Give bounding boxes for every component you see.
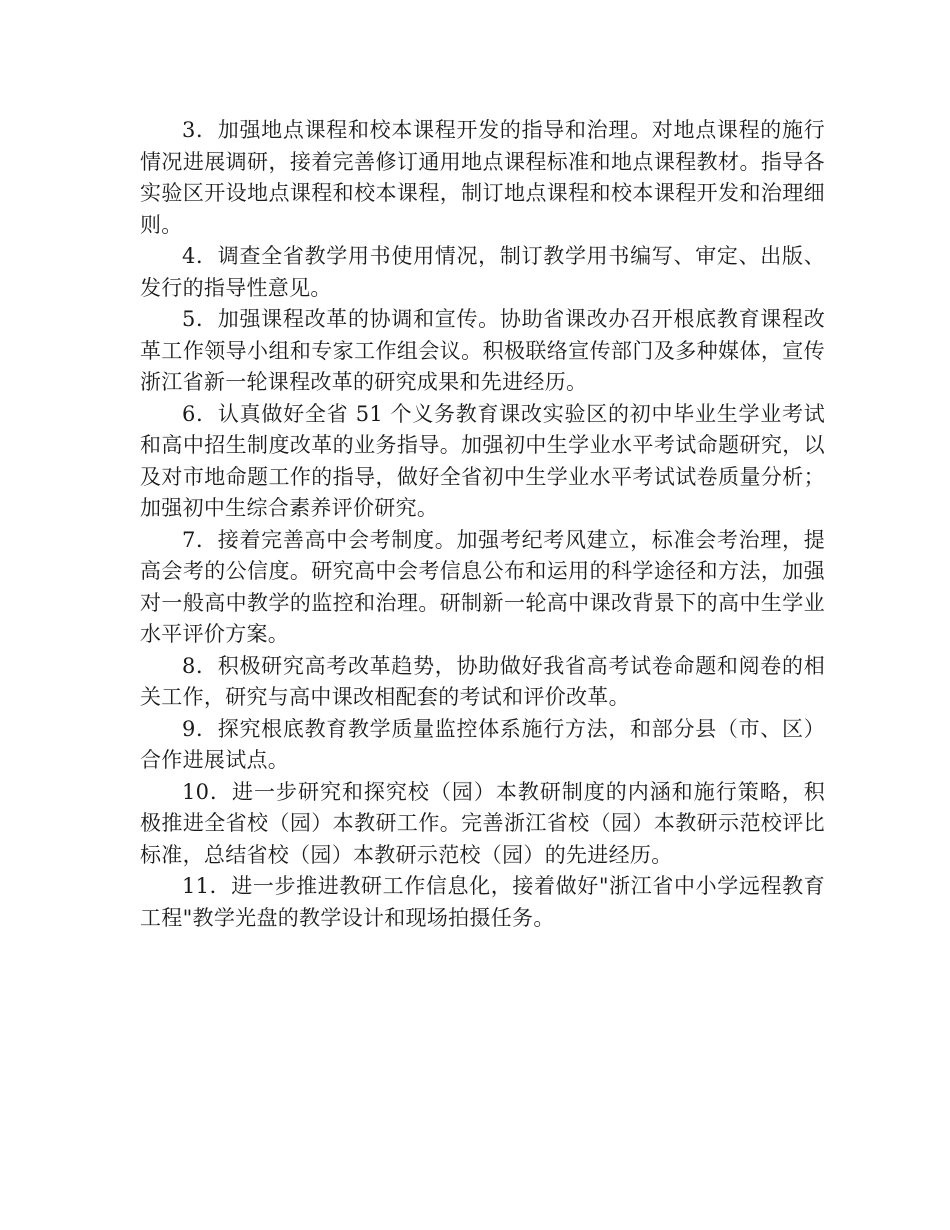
paragraph-6: 6．认真做好全省 51 个义务教育课改实验区的初中毕业生学业考试和高中招生制度改革的业务指导。加强初中生学业水平考试命题研究，以及对市地命题工作的指导，做好全省初中生学业水平考试试卷质量分析；加强初中生综合素养评价研究。 (140, 401, 825, 520)
paragraph-8: 8．积极研究高考改革趋势，协助做好我省高考试卷命题和阅卷的相关工作，研究与高中课改相配套的考试和评价改革。 (140, 653, 825, 709)
paragraph-7: 7．接着完善高中会考制度。加强考纪考风建立，标准会考治理，提高会考的公信度。研究高中会考信息公布和运用的科学途径和方法，加强对一般高中教学的监控和治理。研制新一轮高中课改背景下的高中生学业水平评价方案。 (140, 527, 825, 646)
paragraph-11: 11．进一步推进教研工作信息化，接着做好"浙江省中小学远程教育工程"教学光盘的教学设计和现场拍摄任务。 (140, 874, 825, 930)
paragraph-9: 9．探究根底教育教学质量监控体系施行方法，和部分县（市、区）合作进展试点。 (140, 716, 825, 772)
paragraph-10: 10．进一步研究和探究校（园）本教研制度的内涵和施行策略，积极推进全省校（园）本教研工作。完善浙江省校（园）本教研示范校评比标准，总结省校（园）本教研示范校（园）的先进经历。 (140, 779, 825, 867)
document-body (140, 115, 825, 934)
paragraph-5: 5．加强课程改革的协调和宣传。协助省课改办召开根底教育课程改革工作领导小组和专家工作组会议。积极联络宣传部门及多种媒体，宣传浙江省新一轮课程改革的研究成果和先进经历。 (140, 307, 825, 394)
paragraph-4: 4．调查全省教学用书使用情况，制订教学用书编写、审定、出版、发行的指导性意见。 (140, 244, 825, 300)
paragraph-3: 3．加强地点课程和校本课程开发的指导和治理。对地点课程的施行情况进展调研，接着完善修订通用地点课程标准和地点课程教材。指导各实验区开设地点课程和校本课程，制订地点课程和校本课程开发和治理细则。 (140, 118, 825, 237)
